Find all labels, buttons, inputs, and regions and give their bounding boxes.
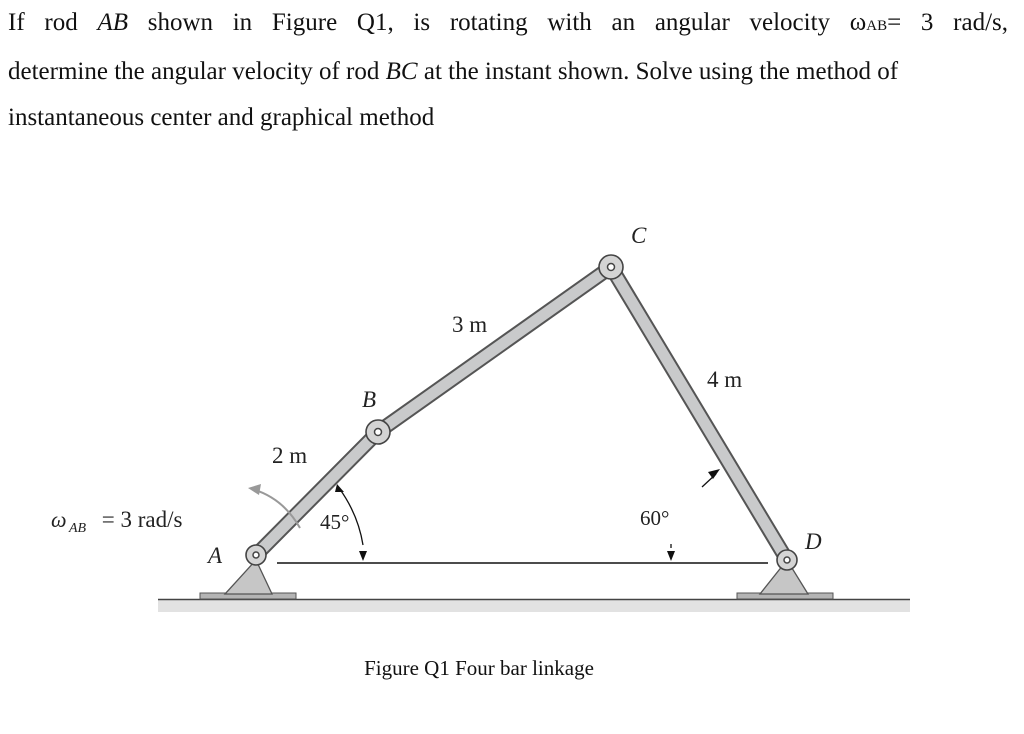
figure-caption: Figure Q1 Four bar linkage [364,656,594,680]
omega-label-value: = 3 rad/s [96,507,183,532]
text-segment: determine the angular velocity of rod [8,58,386,85]
text-segment: at the instant shown. Solve using the method of [417,58,899,85]
text-segment: = 3 rad/s, [887,9,1008,36]
label-d: D [805,529,822,554]
link-cd [611,267,787,560]
pin-c [599,255,623,279]
link-bc [378,267,611,432]
label-c: C [631,223,647,248]
angle-arc-a-arrow-top [335,484,344,492]
angle-arc-d-arrow-top [708,469,720,479]
pin-a [246,545,266,565]
omega-subscript: AB [866,18,888,34]
ground-hatch [158,600,910,612]
omega-arrowhead [248,484,261,495]
label-angle-60: 60° [640,506,670,530]
omega-symbol: ω [849,9,867,36]
omega-label-subscript: AB [69,521,87,536]
pin-d [777,550,797,570]
pin-b [366,420,390,444]
label-angle-45: 45° [320,510,350,534]
label-length-bc: 3 m [452,312,488,337]
label-length-cd: 4 m [707,367,743,392]
text-rod-bc: BC [385,58,418,85]
angle-arc-d-arrow-bottom [667,551,675,561]
angle-arc-a-arrow-bottom [359,551,367,561]
text-segment: If rod [8,9,98,36]
omega-label-symbol: ω [51,507,67,532]
problem-line-3: instantaneous center and graphical method [8,104,435,131]
text-segment: shown in Figure Q1, is rotating with an angular velocity [127,9,850,36]
text-rod-ab: AB [97,9,128,36]
label-b: B [362,387,377,412]
label-a: A [208,543,223,568]
support-a [225,560,272,594]
label-length-ab: 2 m [272,443,308,468]
